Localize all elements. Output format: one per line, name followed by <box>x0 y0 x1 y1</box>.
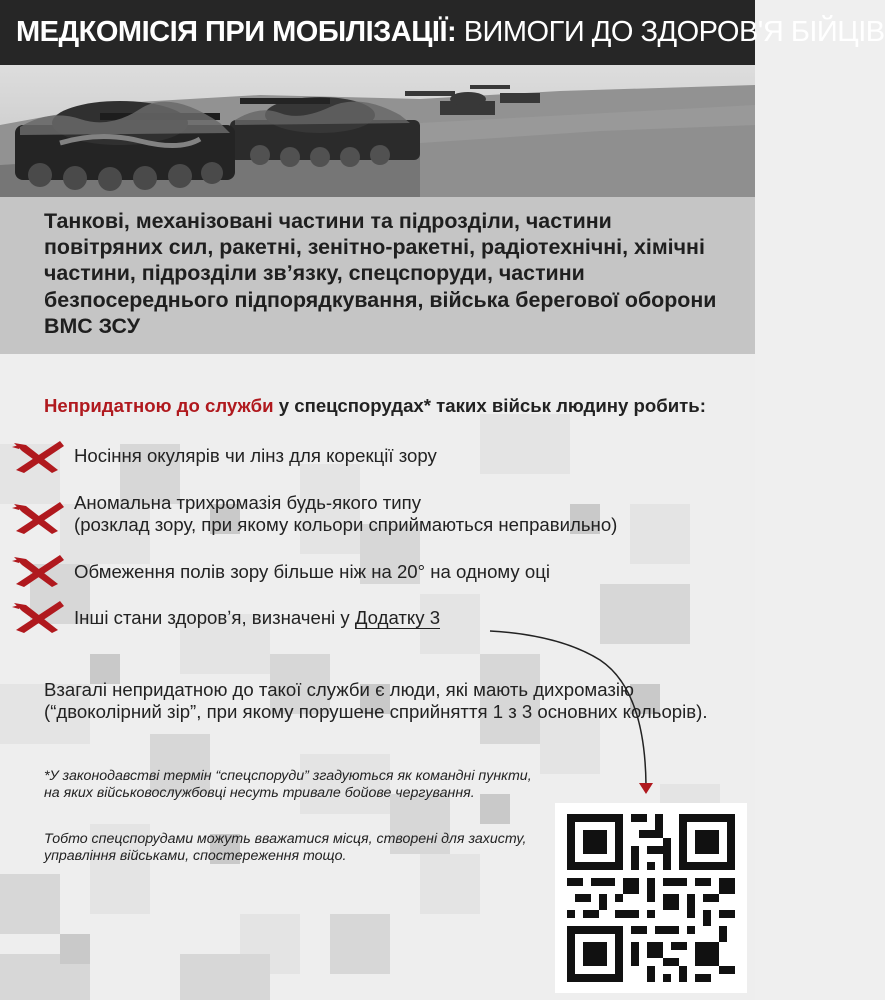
list-item-line1: Аномальна трихромазія будь-якого типу <box>74 492 422 513</box>
footnote-bunkers: *У законодавстві термін “спецспоруди” згадуються як командні пункти, на яких військовослужбовці несуть тривале бойове чергування. <box>44 768 532 801</box>
qr-code[interactable] <box>555 803 747 993</box>
unfit-highlight: Непридатною до служби <box>44 395 274 416</box>
red-cross-mark-icon <box>10 551 68 591</box>
header-title-bold: МЕДКОМІСІЯ ПРИ МОБІЛІЗАЦІЇ: <box>16 16 457 48</box>
list-item-text <box>74 607 744 629</box>
unfit-intro-rest: у спецспорудах* таких військ людину робить: <box>273 395 706 416</box>
list-item-text: Носіння окулярів чи лінз для корекції зору <box>74 445 437 466</box>
list-item-text-pre: Інші стани здоровʼя, визначені у <box>74 607 355 628</box>
red-cross-mark-icon <box>10 498 68 538</box>
troop-types-box <box>0 197 755 354</box>
header-title-rest: ВИМОГИ ДО ЗДОРОВ'Я БІЙЦІВ <box>456 16 885 48</box>
unfit-intro <box>44 395 744 417</box>
page-header <box>0 0 885 65</box>
red-cross-mark-icon <box>10 437 68 477</box>
list-item-line2: (розклад зору, при якому кольори сприймаються неправильно) <box>74 513 618 535</box>
list-item-text: Обмеження полів зору більше ніж на 20° на одному оці <box>74 561 550 582</box>
list-item-text <box>74 492 744 535</box>
footnote-definition: Тобто спецспорудами можуть вважатися місця, створені для захисту, управління військами, спостереження тощо. <box>44 831 527 864</box>
appendix-3-link[interactable]: Додатку 3 <box>354 607 441 628</box>
general-unfit-text: Взагалі непридатною до такої служби є люди, які мають дихромазію (“двоколірний зір”, при якому порушене сприйняття 1 з 3 основних кольорів). <box>44 679 708 722</box>
tanks-photo <box>0 65 755 197</box>
red-cross-mark-icon <box>10 597 68 637</box>
troop-types-text: Танкові, механізовані частини та підрозділи, частини повітряних сил, ракетні, зенітно-ракетні, радіотехнічні, хімічні частини, підрозділи звʼязку, спецспоруди, частини безпосереднього підпорядкування, війська берегової оборони ВМС ЗСУ <box>44 209 717 338</box>
